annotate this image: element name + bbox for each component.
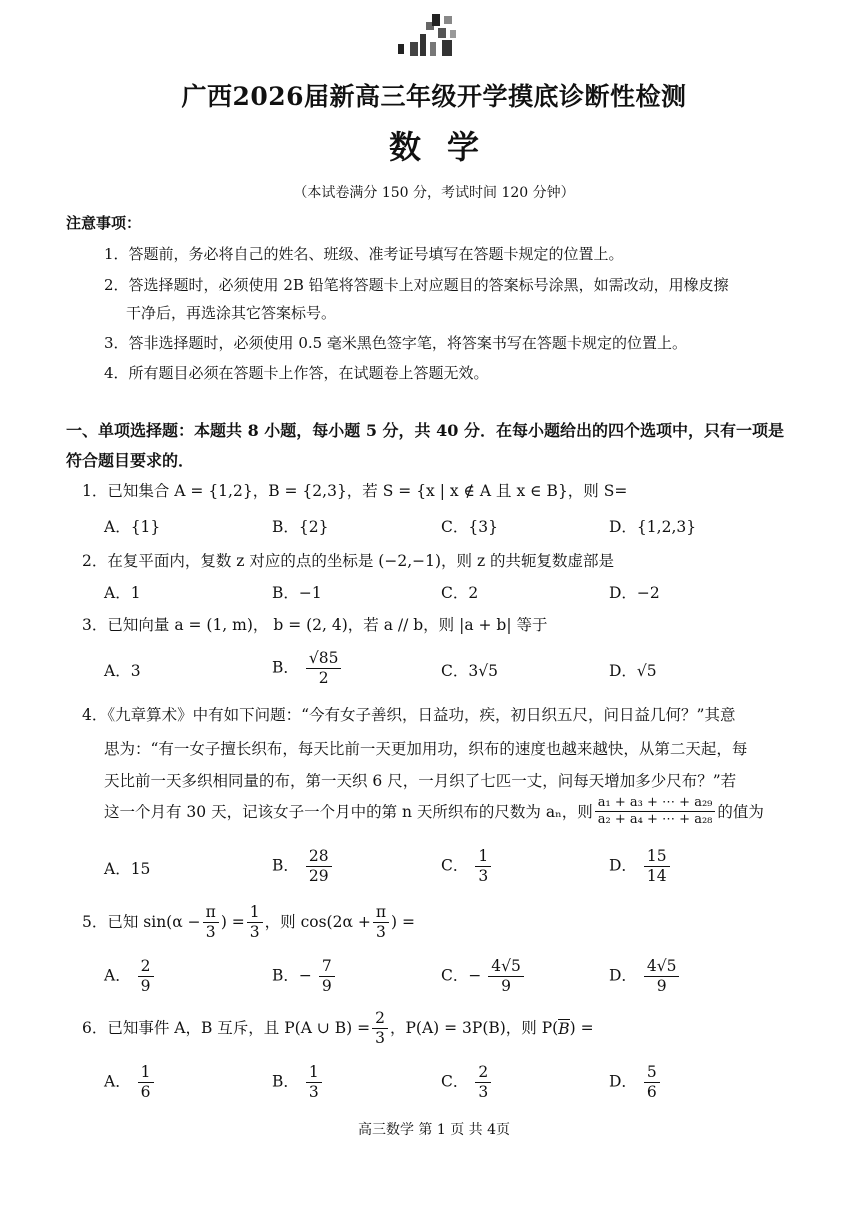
section-heading-cont: 符合题目要求的． <box>66 451 195 470</box>
question-3-stem <box>82 616 547 635</box>
q3-stem-part: b = (2, 4)，若 <box>273 616 379 634</box>
question-4-line: 天比前一天多织相同量的布，第一天织 6 尺，一月织了七匹一丈，问每天增加多少尺布？”若 <box>104 772 737 790</box>
q4-option-c: C． $\frac{1}{3}$ <box>441 848 493 885</box>
q3-option-c: C．3√5 <box>441 662 498 680</box>
fraction: $\frac{2}{9}$ <box>138 958 154 995</box>
note-item: 干净后，再选涂其它答案标号。 <box>126 304 337 322</box>
q2-option-c: C．2 <box>441 584 479 602</box>
q3-stem-part: a // b，则 |a + b| 等于 <box>383 616 548 634</box>
fraction: $\frac{2}{3}$ <box>372 1010 388 1047</box>
q5-option-a: A． $\frac{2}{9}$ <box>104 958 156 995</box>
note-item: 4．所有题目必须在答题卡上作答，在试题卷上答题无效。 <box>104 364 489 382</box>
q4-option-d: D． $\frac{15}{14}$ <box>609 848 672 885</box>
q3-option-b: B． $\frac{√85}{2}$ <box>272 650 343 687</box>
note-item: 3．答非选择题时，必须使用 0.5 毫米黑色签字笔，将答案书写在答题卡规定的位置上。 <box>104 334 687 352</box>
subject-heading: 数学 <box>388 128 505 166</box>
fraction: $\frac{\text{a₁ + a₃ + ⋯ + a₂₉}}{\text{a₂ + a₄ + ⋯ + a₂₈}}$ <box>595 796 716 828</box>
question-2-stem: 2．在复平面内，复数 z 对应的点的坐标是 (−2,−1)，则 z 的共轭复数虚部是 <box>82 552 615 570</box>
exam-info: （本试卷满分 150 分，考试时间 120 分钟） <box>293 185 575 201</box>
fraction: $\frac{1}{3}$ <box>306 1064 322 1101</box>
complement-b: B <box>558 1019 570 1038</box>
fraction: $\frac{28}{29}$ <box>306 848 332 885</box>
q3-stem-part: 3．已知向量 <box>82 616 170 634</box>
fraction: $\frac{\pi}{3}$ <box>203 904 219 941</box>
note-item: 1．答题前，务必将自己的姓名、班级、准考证号填写在答题卡规定的位置上。 <box>104 245 624 263</box>
fraction: $\frac{√85}{2}$ <box>306 650 342 687</box>
fraction: $\frac{1}{3}$ <box>475 848 491 885</box>
question-4-line: 这一个月有 30 天，记该女子一个月中的第 n 天所织布的尺数为 aₙ，则 $\frac{\text{a₁ + a₃ + ⋯ + a₂₉}}{\text{a₂ + a₄ + ⋯ + a₂₈}}$ 的值为 <box>104 795 764 828</box>
question-6-stem: 6．已知事件 A，B 互斥，且 P(A ∪ B) = $\frac{2}{3}$ ，P(A) = 3P(B)，则 P( B ) = <box>82 1009 594 1048</box>
q1-option-c: C．{3} <box>441 518 498 536</box>
note-item: 2．答选择题时，必须使用 2B 铅笔将答题卡上对应题目的答案标号涂黑，如需改动，用橡皮擦 <box>104 276 729 294</box>
fraction: $\frac{7}{9}$ <box>319 958 335 995</box>
fraction: $\frac{15}{14}$ <box>644 848 670 885</box>
q5-option-d: D． $\frac{4√5}{9}$ <box>609 958 681 995</box>
q3-option-d: D．√5 <box>609 662 657 680</box>
fraction: $\frac{4√5}{9}$ <box>644 958 680 995</box>
q5-option-c: C．− $\frac{4√5}{9}$ <box>441 958 526 995</box>
q1-option-d: D．{1,2,3} <box>609 518 697 536</box>
q4-option-b: B． $\frac{28}{29}$ <box>272 848 334 885</box>
qr-code-image <box>392 12 464 62</box>
fraction: $\frac{\pi}{3}$ <box>373 904 389 941</box>
question-4-line: 思为：“有一女子擅长织布，每天比前一天更加用功，织布的速度也越来越快，从第二天起，每 <box>104 740 748 758</box>
q2-option-d: D．−2 <box>609 584 660 602</box>
fraction: $\frac{5}{6}$ <box>644 1064 660 1101</box>
q1-option-a: A．{1} <box>104 518 161 536</box>
q6-option-d: D． $\frac{5}{6}$ <box>609 1064 662 1101</box>
fraction: $\frac{1}{3}$ <box>247 904 263 941</box>
q3-stem-part: a = (1, m)， <box>174 616 269 634</box>
notes-heading: 注意事项： <box>66 214 142 232</box>
fraction: $\frac{1}{6}$ <box>138 1064 154 1101</box>
fraction: $\frac{2}{3}$ <box>475 1064 491 1101</box>
section-heading: 一、单项选择题：本题共 8 小题，每小题 5 分，共 40 分．在每小题给出的四个选项中，只有一项是 <box>66 421 784 440</box>
q6-option-c: C． $\frac{2}{3}$ <box>441 1064 493 1101</box>
page-footer: 高三数学 第 1 页 共 4页 <box>357 1122 511 1138</box>
q6-option-b: B． $\frac{1}{3}$ <box>272 1064 324 1101</box>
q2-option-b: B．−1 <box>272 584 322 602</box>
fraction: $\frac{4√5}{9}$ <box>488 958 524 995</box>
question-1-stem: 1．已知集合 A = {1,2}，B = {2,3}，若 S = {x | x ∉ A 且 x ∈ B}，则 S= <box>82 482 628 500</box>
q1-option-b: B．{2} <box>272 518 329 536</box>
question-4-line: 4．《九章算术》中有如下问题：“今有女子善织，日益功，疾，初日织五尺，问日益几何？”其意 <box>82 706 736 724</box>
q6-option-a: A． $\frac{1}{6}$ <box>104 1064 156 1101</box>
q4-option-a: A．15 <box>104 860 151 878</box>
q3-option-a: A．3 <box>104 662 141 680</box>
question-5-stem: 5．已知 sin(α − $\frac{\pi}{3}$ ) = $\frac{1}{3}$ ，则 cos(2α + $\frac{\pi}{3}$ ) = <box>82 903 415 942</box>
exam-title: 广西2026届新高三年级开学摸底诊断性检测 <box>181 82 687 111</box>
q5-option-b: B．− $\frac{7}{9}$ <box>272 958 337 995</box>
q2-option-a: A．1 <box>104 584 141 602</box>
